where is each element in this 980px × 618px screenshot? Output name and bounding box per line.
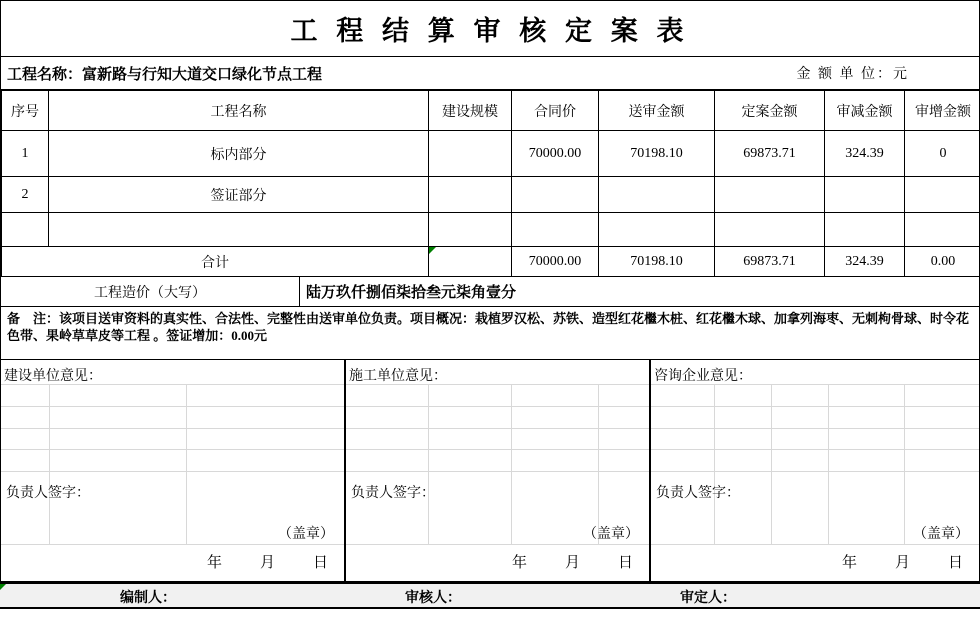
date-month-label: 月	[894, 555, 910, 571]
cell-contract: 70000.00	[512, 131, 599, 177]
col-header-seq: 序号	[2, 91, 49, 131]
cost-in-words-label: 工程造价（大写）	[1, 277, 300, 306]
cell-seq: 2	[2, 177, 49, 213]
page-title: 工 程 结 算 审 核 定 案 表	[290, 16, 690, 46]
date-day-label: 日	[617, 555, 633, 571]
date-row	[512, 551, 633, 572]
cell-increased	[905, 177, 980, 213]
cost-in-words-row	[1, 277, 979, 307]
cell-increased: 0	[905, 131, 980, 177]
opinion-title: 咨询企业意见：	[654, 369, 752, 384]
date-day-label: 日	[312, 555, 328, 571]
total-contract: 70000.00	[512, 247, 599, 277]
project-name-label: 工程名称：富新路与行知大道交口绿化节点工程	[7, 66, 323, 83]
cell-contract	[512, 177, 599, 213]
opinion-sections	[1, 360, 979, 581]
date-year-label: 年	[511, 555, 527, 571]
green-triangle-indicator-icon	[429, 247, 436, 254]
seal-label: （盖章）	[583, 527, 639, 542]
col-header-project: 工程名称	[49, 91, 429, 131]
title-row	[1, 1, 979, 57]
date-day-label: 日	[947, 555, 963, 571]
col-header-reduced: 审减金额	[825, 91, 905, 131]
col-header-increased: 审增金额	[905, 91, 980, 131]
sign-label: 负责人签字：	[6, 486, 90, 501]
opinion-section-contractor	[346, 360, 651, 581]
table-row	[2, 131, 980, 177]
cell-reduced	[825, 177, 905, 213]
col-header-contract: 合同价	[512, 91, 599, 131]
settlement-table	[1, 90, 980, 277]
opinion-title: 施工单位意见：	[349, 369, 447, 384]
footer-row	[0, 584, 980, 609]
table-row	[2, 177, 980, 213]
total-row	[2, 247, 980, 277]
cell-finalized: 69873.71	[715, 131, 825, 177]
total-reduced: 324.39	[825, 247, 905, 277]
seal-label: （盖章）	[913, 527, 969, 542]
cell-project	[49, 213, 429, 247]
col-header-submitted: 送审金额	[599, 91, 715, 131]
total-increased: 0.00	[905, 247, 980, 277]
col-header-finalized: 定案金额	[715, 91, 825, 131]
approver-label: 审定人：	[680, 591, 736, 606]
date-month-label: 月	[259, 555, 275, 571]
sign-label: 负责人签字：	[351, 486, 435, 501]
table-row	[2, 213, 980, 247]
cell-reduced: 324.39	[825, 131, 905, 177]
sign-label: 负责人签字：	[656, 486, 740, 501]
info-row	[1, 57, 979, 90]
date-month-label: 月	[564, 555, 580, 571]
cell-seq: 1	[2, 131, 49, 177]
cell-increased	[905, 213, 980, 247]
total-scale-cell	[429, 247, 512, 277]
cell-scale	[429, 131, 512, 177]
seal-label: （盖章）	[278, 527, 334, 542]
cell-scale	[429, 177, 512, 213]
cell-contract	[512, 213, 599, 247]
total-finalized: 69873.71	[715, 247, 825, 277]
date-row	[842, 551, 963, 572]
preparer-label: 编制人：	[120, 591, 176, 606]
cell-submitted: 70198.10	[599, 131, 715, 177]
reviewer-label: 审核人：	[405, 591, 461, 606]
table-header-row	[2, 91, 980, 131]
cell-scale	[429, 213, 512, 247]
cell-project: 签证部分	[49, 177, 429, 213]
cell-finalized	[715, 213, 825, 247]
cell-reduced	[825, 213, 905, 247]
cell-seq	[2, 213, 49, 247]
date-year-label: 年	[206, 555, 222, 571]
cell-submitted	[599, 213, 715, 247]
cell-finalized	[715, 177, 825, 213]
cell-submitted	[599, 177, 715, 213]
remark-row: 备 注：该项目送审资料的真实性、合法性、完整性由送审单位负责。项目概况：栽植罗汉松、苏铁、造型红花檵木桩、红花檵木球、加拿列海枣、无刺枸骨球、时令花色带、果岭草草皮等工程 。签证增加：0.00元	[1, 307, 979, 360]
opinion-title: 建设单位意见：	[4, 369, 102, 384]
total-submitted: 70198.10	[599, 247, 715, 277]
opinion-section-construction-unit	[1, 360, 346, 581]
amount-unit-label: 金 额 单 位：元	[796, 67, 909, 82]
cost-in-words-value: 陆万玖仟捌佰柒拾叁元柒角壹分	[306, 285, 517, 301]
cell-project: 标内部分	[49, 131, 429, 177]
date-year-label: 年	[841, 555, 857, 571]
date-row	[207, 551, 328, 572]
col-header-scale: 建设规模	[429, 91, 512, 131]
green-triangle-indicator-icon	[0, 584, 6, 590]
opinion-section-consultant	[651, 360, 979, 581]
total-label: 合计	[2, 247, 429, 277]
